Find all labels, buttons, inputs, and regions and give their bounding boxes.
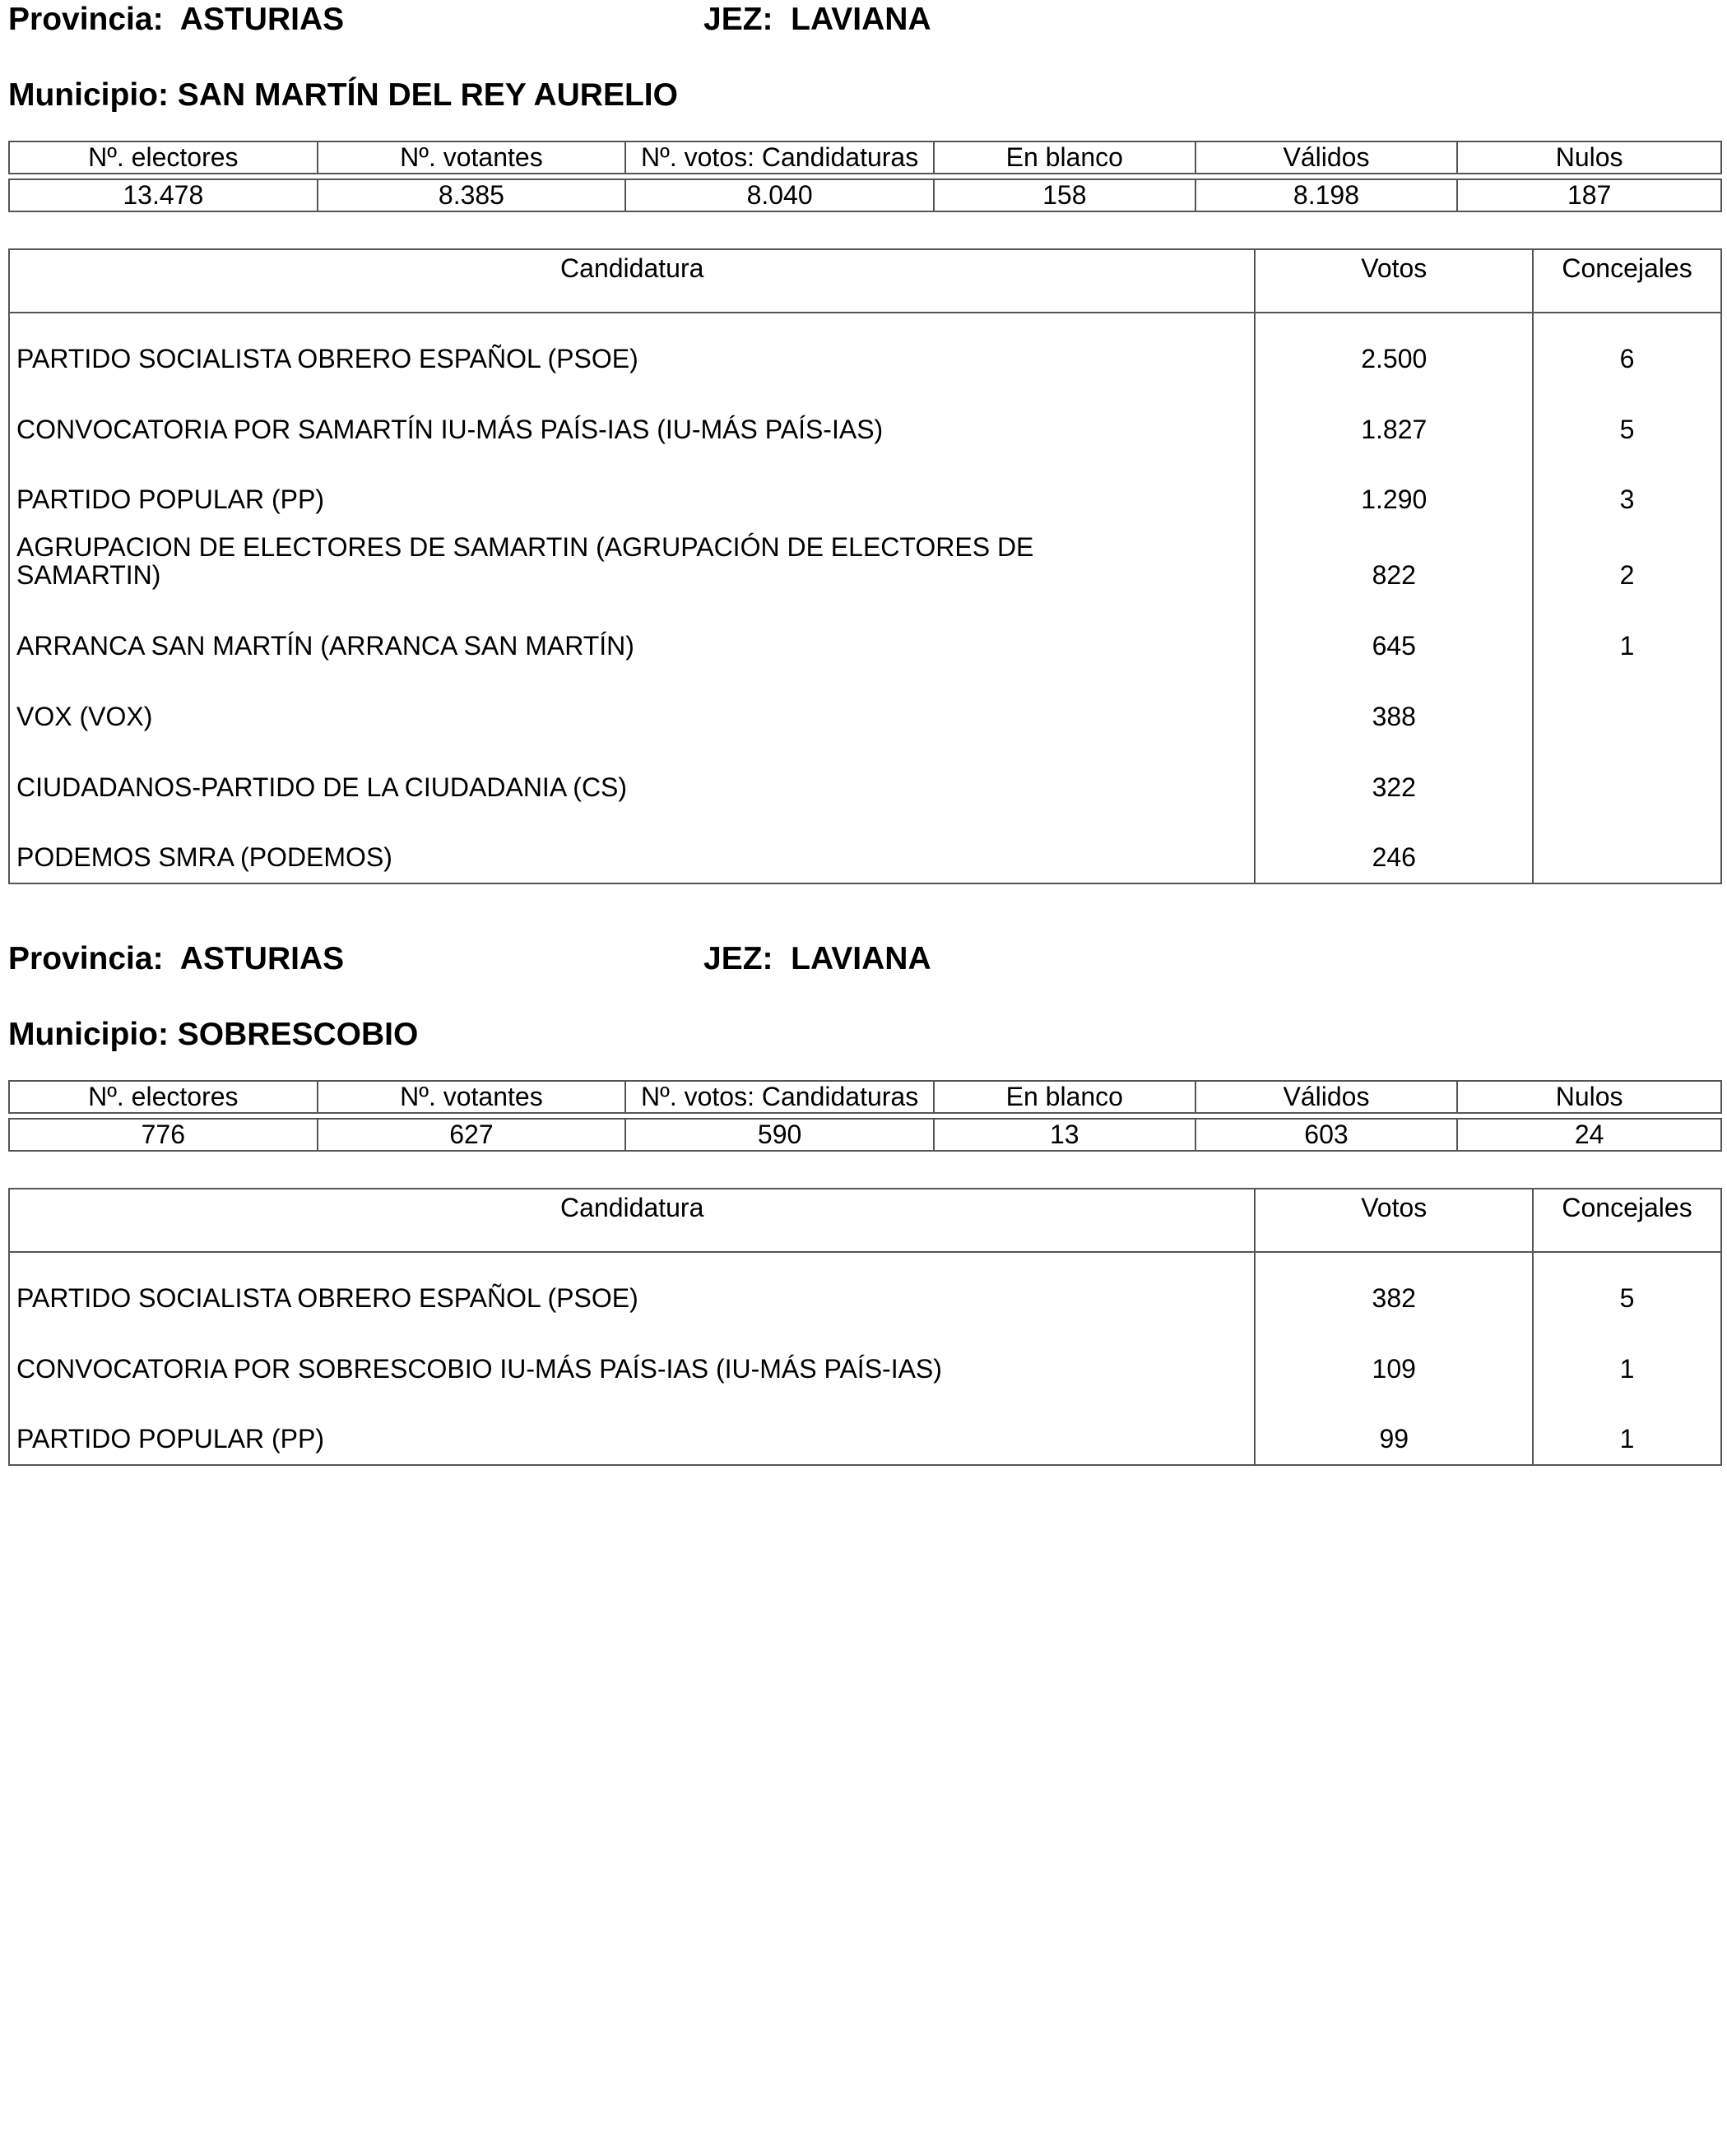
party-votes: 382: [1255, 1252, 1533, 1324]
table-row: [9, 525, 1721, 600]
summary-header: Nº. electores: [9, 1081, 318, 1113]
party-seats: 2: [1533, 525, 1721, 600]
summary-table: [8, 1080, 1722, 1152]
summary-header: Nº. electores: [9, 141, 318, 174]
results-header-row: [9, 249, 1721, 313]
summary-header: Nº. votantes: [318, 1081, 626, 1113]
party-seats: 5: [1533, 384, 1721, 455]
party-votes: 1.290: [1255, 455, 1533, 525]
party-votes: 109: [1255, 1324, 1533, 1394]
table-row: [9, 1394, 1721, 1465]
party-name: CIUDADANOS-PARTIDO DE LA CIUDADANIA (CS): [9, 742, 1255, 813]
table-row: [9, 313, 1721, 384]
party-seats: [1533, 742, 1721, 813]
table-row: [9, 600, 1721, 671]
party-seats: 6: [1533, 313, 1721, 384]
jez-label: JEZ: LAVIANA: [703, 941, 931, 976]
municipio-label: Municipio: SOBRESCOBIO: [8, 1017, 419, 1052]
results-header-candidatura: Candidatura: [9, 249, 1255, 313]
summary-value-row: [9, 1119, 1721, 1151]
location-header: [8, 939, 1722, 985]
summary-value: 627: [318, 1119, 626, 1151]
summary-value: 776: [9, 1119, 318, 1151]
party-seats: 1: [1533, 1394, 1721, 1465]
table-row: [9, 1252, 1721, 1324]
summary-gap: [9, 174, 1721, 179]
party-name: AGRUPACION DE ELECTORES DE SAMARTIN (AGRUPACIÓN DE ELECTORES DE SAMARTIN): [9, 525, 1255, 600]
summary-value: 8.198: [1195, 179, 1458, 211]
table-row: [9, 1324, 1721, 1394]
summary-gap: [9, 1113, 1721, 1119]
party-name: PARTIDO POPULAR (PP): [9, 455, 1255, 525]
party-seats: 1: [1533, 1324, 1721, 1394]
party-seats: [1533, 813, 1721, 883]
party-name: PODEMOS SMRA (PODEMOS): [9, 813, 1255, 883]
summary-header: En blanco: [934, 141, 1195, 174]
results-table: [8, 1188, 1722, 1466]
results-header-votos: Votos: [1255, 249, 1533, 313]
summary-value: 13.478: [9, 179, 318, 211]
summary-header: Nº. votos: Candidaturas: [625, 141, 934, 174]
summary-value-row: [9, 179, 1721, 211]
summary-header: Nº. votantes: [318, 141, 626, 174]
party-name: ARRANCA SAN MARTÍN (ARRANCA SAN MARTÍN): [9, 600, 1255, 671]
party-votes: 99: [1255, 1394, 1533, 1465]
party-votes: 246: [1255, 813, 1533, 883]
summary-value: 13: [934, 1119, 1195, 1151]
summary-table: [8, 141, 1722, 212]
party-votes: 1.827: [1255, 384, 1533, 455]
party-seats: [1533, 671, 1721, 742]
table-row: [9, 455, 1721, 525]
summary-value: 603: [1195, 1119, 1458, 1151]
results-header-concejales: Concejales: [1533, 1189, 1721, 1252]
summary-header-row: [9, 141, 1721, 174]
table-row: [9, 813, 1721, 883]
results-header-votos: Votos: [1255, 1189, 1533, 1252]
summary-value: 8.385: [318, 179, 626, 211]
summary-header-row: [9, 1081, 1721, 1113]
table-row: [9, 671, 1721, 742]
summary-header: Válidos: [1195, 141, 1458, 174]
location-header: [8, 0, 1722, 46]
results-table: [8, 248, 1722, 884]
municipality-section: [8, 0, 1722, 897]
summary-value: 187: [1457, 179, 1721, 211]
summary-header: En blanco: [934, 1081, 1195, 1113]
party-votes: 2.500: [1255, 313, 1533, 384]
party-name: PARTIDO SOCIALISTA OBRERO ESPAÑOL (PSOE): [9, 313, 1255, 384]
party-name: CONVOCATORIA POR SAMARTÍN IU-MÁS PAÍS-IAS (IU-MÁS PAÍS-IAS): [9, 384, 1255, 455]
party-votes: 322: [1255, 742, 1533, 813]
summary-header: Nulos: [1457, 1081, 1721, 1113]
summary-value: 24: [1457, 1119, 1721, 1151]
party-votes: 645: [1255, 600, 1533, 671]
party-name: CONVOCATORIA POR SOBRESCOBIO IU-MÁS PAÍS-IAS (IU-MÁS PAÍS-IAS): [9, 1324, 1255, 1394]
summary-header: Válidos: [1195, 1081, 1458, 1113]
party-seats: 1: [1533, 600, 1721, 671]
jez-label: JEZ: LAVIANA: [703, 2, 931, 37]
party-seats: 5: [1533, 1252, 1721, 1324]
provincia-label: Provincia: ASTURIAS: [8, 941, 345, 976]
results-header-row: [9, 1189, 1721, 1252]
results-header-concejales: Concejales: [1533, 249, 1721, 313]
summary-value: 158: [934, 179, 1195, 211]
party-name: PARTIDO POPULAR (PP): [9, 1394, 1255, 1465]
summary-header: Nº. votos: Candidaturas: [625, 1081, 934, 1113]
municipality-section: [8, 939, 1722, 1482]
table-row: [9, 742, 1721, 813]
results-header-candidatura: Candidatura: [9, 1189, 1255, 1252]
summary-value: 8.040: [625, 179, 934, 211]
party-seats: 3: [1533, 455, 1721, 525]
municipio-label: Municipio: SAN MARTÍN DEL REY AURELIO: [8, 77, 678, 113]
party-name: VOX (VOX): [9, 671, 1255, 742]
party-name: PARTIDO SOCIALISTA OBRERO ESPAÑOL (PSOE): [9, 1252, 1255, 1324]
party-votes: 822: [1255, 525, 1533, 600]
summary-value: 590: [625, 1119, 934, 1151]
table-row: [9, 384, 1721, 455]
provincia-label: Provincia: ASTURIAS: [8, 2, 345, 37]
party-votes: 388: [1255, 671, 1533, 742]
summary-header: Nulos: [1457, 141, 1721, 174]
